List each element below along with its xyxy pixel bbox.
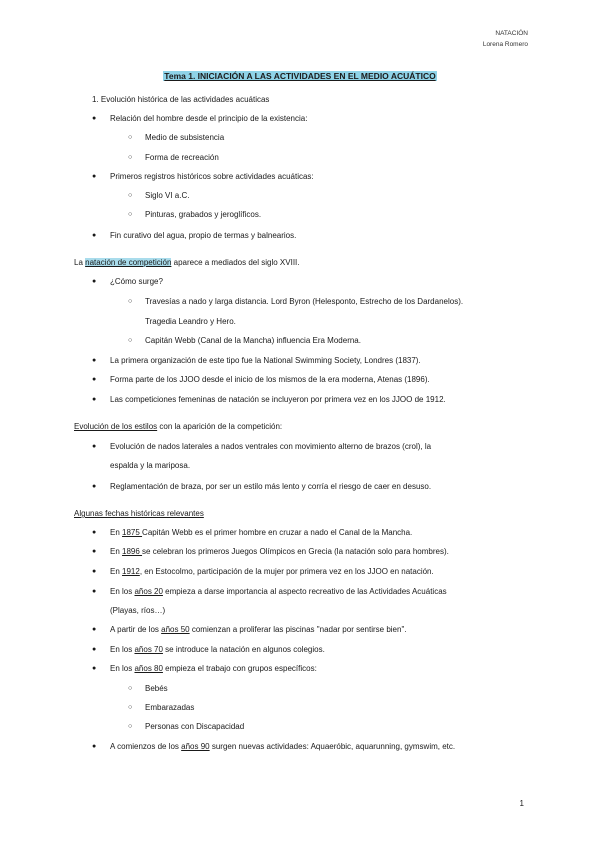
sub-bullet-icon: ○ [128,337,133,344]
list-item-cont: (Playas, ríos…) [110,606,166,615]
sub-bullet-icon: ○ [128,723,133,730]
sub-bullet-icon: ○ [128,192,133,199]
paragraph-estilos: Evolución de los estilos con la aparición de la competición: [74,422,283,431]
sub-bullet-icon: ○ [128,211,133,218]
list-item: En 1896 se celebran los primeros Juegos Olímpicos en Grecia (la natación solo para hombres). [110,547,449,556]
paragraph-competicion: La natación de competición aparece a mediados del siglo XVIII. [74,258,300,267]
list-item: Las competiciones femeninas de natación se incluyeron por primera vez en los JJOO de 1912. [110,395,446,404]
section-heading-fechas: Algunas fechas históricas relevantes [74,509,204,518]
bullet-icon: ● [92,396,97,403]
section-heading: 1. Evolución histórica de las actividades acuáticas [92,95,270,104]
bullet-icon: ● [92,665,97,672]
bullet-icon: ● [92,548,97,555]
sub-list-item: Personas con Discapacidad [145,722,245,731]
sub-bullet-icon: ○ [128,685,133,692]
bullet-icon: ● [92,278,97,285]
sub-list-item: Bebés [145,684,168,693]
sub-bullet-icon: ○ [128,134,133,141]
sub-list-item: Pinturas, grabados y jeroglíficos. [145,210,262,219]
bullet-icon: ● [92,483,97,490]
sub-list-item: Capitán Webb (Canal de la Mancha) influencia Era Moderna. [145,336,361,345]
list-item: Fin curativo del agua, propio de termas y balnearios. [110,231,297,240]
bullet-icon: ● [92,529,97,536]
page-number: 1 [519,799,524,808]
sub-list-item: Forma de recreación [145,153,219,162]
list-item: ¿Cómo surge? [110,277,163,286]
list-item: En los años 70 se introduce la natación en algunos colegios. [110,645,325,654]
bullet-icon: ● [92,376,97,383]
bullet-icon: ● [92,232,97,239]
bullet-icon: ● [92,115,97,122]
list-item: En los años 20 empieza a darse importancia al aspecto recreativo de las Actividades Acuáticas [110,587,447,596]
sub-list-item: Medio de subsistencia [145,133,225,142]
list-item: A partir de los años 50 comienzan a proliferar las piscinas "nadar por sentirse bien". [110,625,407,634]
list-item: En 1875 Capitán Webb es el primer hombre en cruzar a nado el Canal de la Mancha. [110,528,413,537]
bullet-icon: ● [92,568,97,575]
sub-list-item: Siglo VI a.C. [145,191,190,200]
bullet-icon: ● [92,443,97,450]
header-subject: NATACIÓN [495,30,528,37]
header-author: Lorena Romero [482,41,528,48]
list-item: La primera organización de este tipo fue la National Swimming Society, Londres (1837). [110,356,421,365]
page-title: Tema 1. INICIACIÓN A LAS ACTIVIDADES EN EL MEDIO ACUÁTICO [164,71,436,81]
bullet-icon: ● [92,357,97,364]
bullet-icon: ● [92,588,97,595]
list-item: En 1912, en Estocolmo, participación de la mujer por primera vez en los JJOO en natación. [110,567,434,576]
list-item: Reglamentación de braza, por ser un estilo más lento y corría el riesgo de caer en desuso. [110,482,432,491]
list-item: Evolución de nados laterales a nados ventrales con movimiento alterno de brazos (crol), la [110,442,432,451]
bullet-icon: ● [92,173,97,180]
sub-list-item: Travesías a nado y larga distancia. Lord Byron (Helesponto, Estrecho de los Dardanelos). [145,297,464,306]
list-item: A comienzos de los años 90 surgen nuevas actividades: Aquaeróbic, aquarunning, gymswim, etc. [110,742,456,751]
sub-bullet-icon: ○ [128,704,133,711]
list-item: Primeros registros históricos sobre actividades acuáticas: [110,172,314,181]
bullet-icon: ● [92,646,97,653]
sub-bullet-icon: ○ [128,154,133,161]
underlined-term: Evolución de los estilos [74,422,158,431]
list-item: Relación del hombre desde el principio de la existencia: [110,114,308,123]
sub-list-item-cont: Tragedia Leandro y Hero. [145,317,236,326]
bullet-icon: ● [92,626,97,633]
list-item: En los años 80 empieza el trabajo con grupos específicos: [110,664,317,673]
page-header [483,28,528,50]
list-item-cont: espalda y la mariposa. [110,461,191,470]
bullet-icon: ● [92,743,97,750]
sub-bullet-icon: ○ [128,298,133,305]
list-item: Forma parte de los JJOO desde el inicio de los mismos de la era moderna, Atenas (1896). [110,375,430,384]
sub-list-item: Embarazadas [145,703,195,712]
highlighted-term: natación de competición [85,258,172,267]
